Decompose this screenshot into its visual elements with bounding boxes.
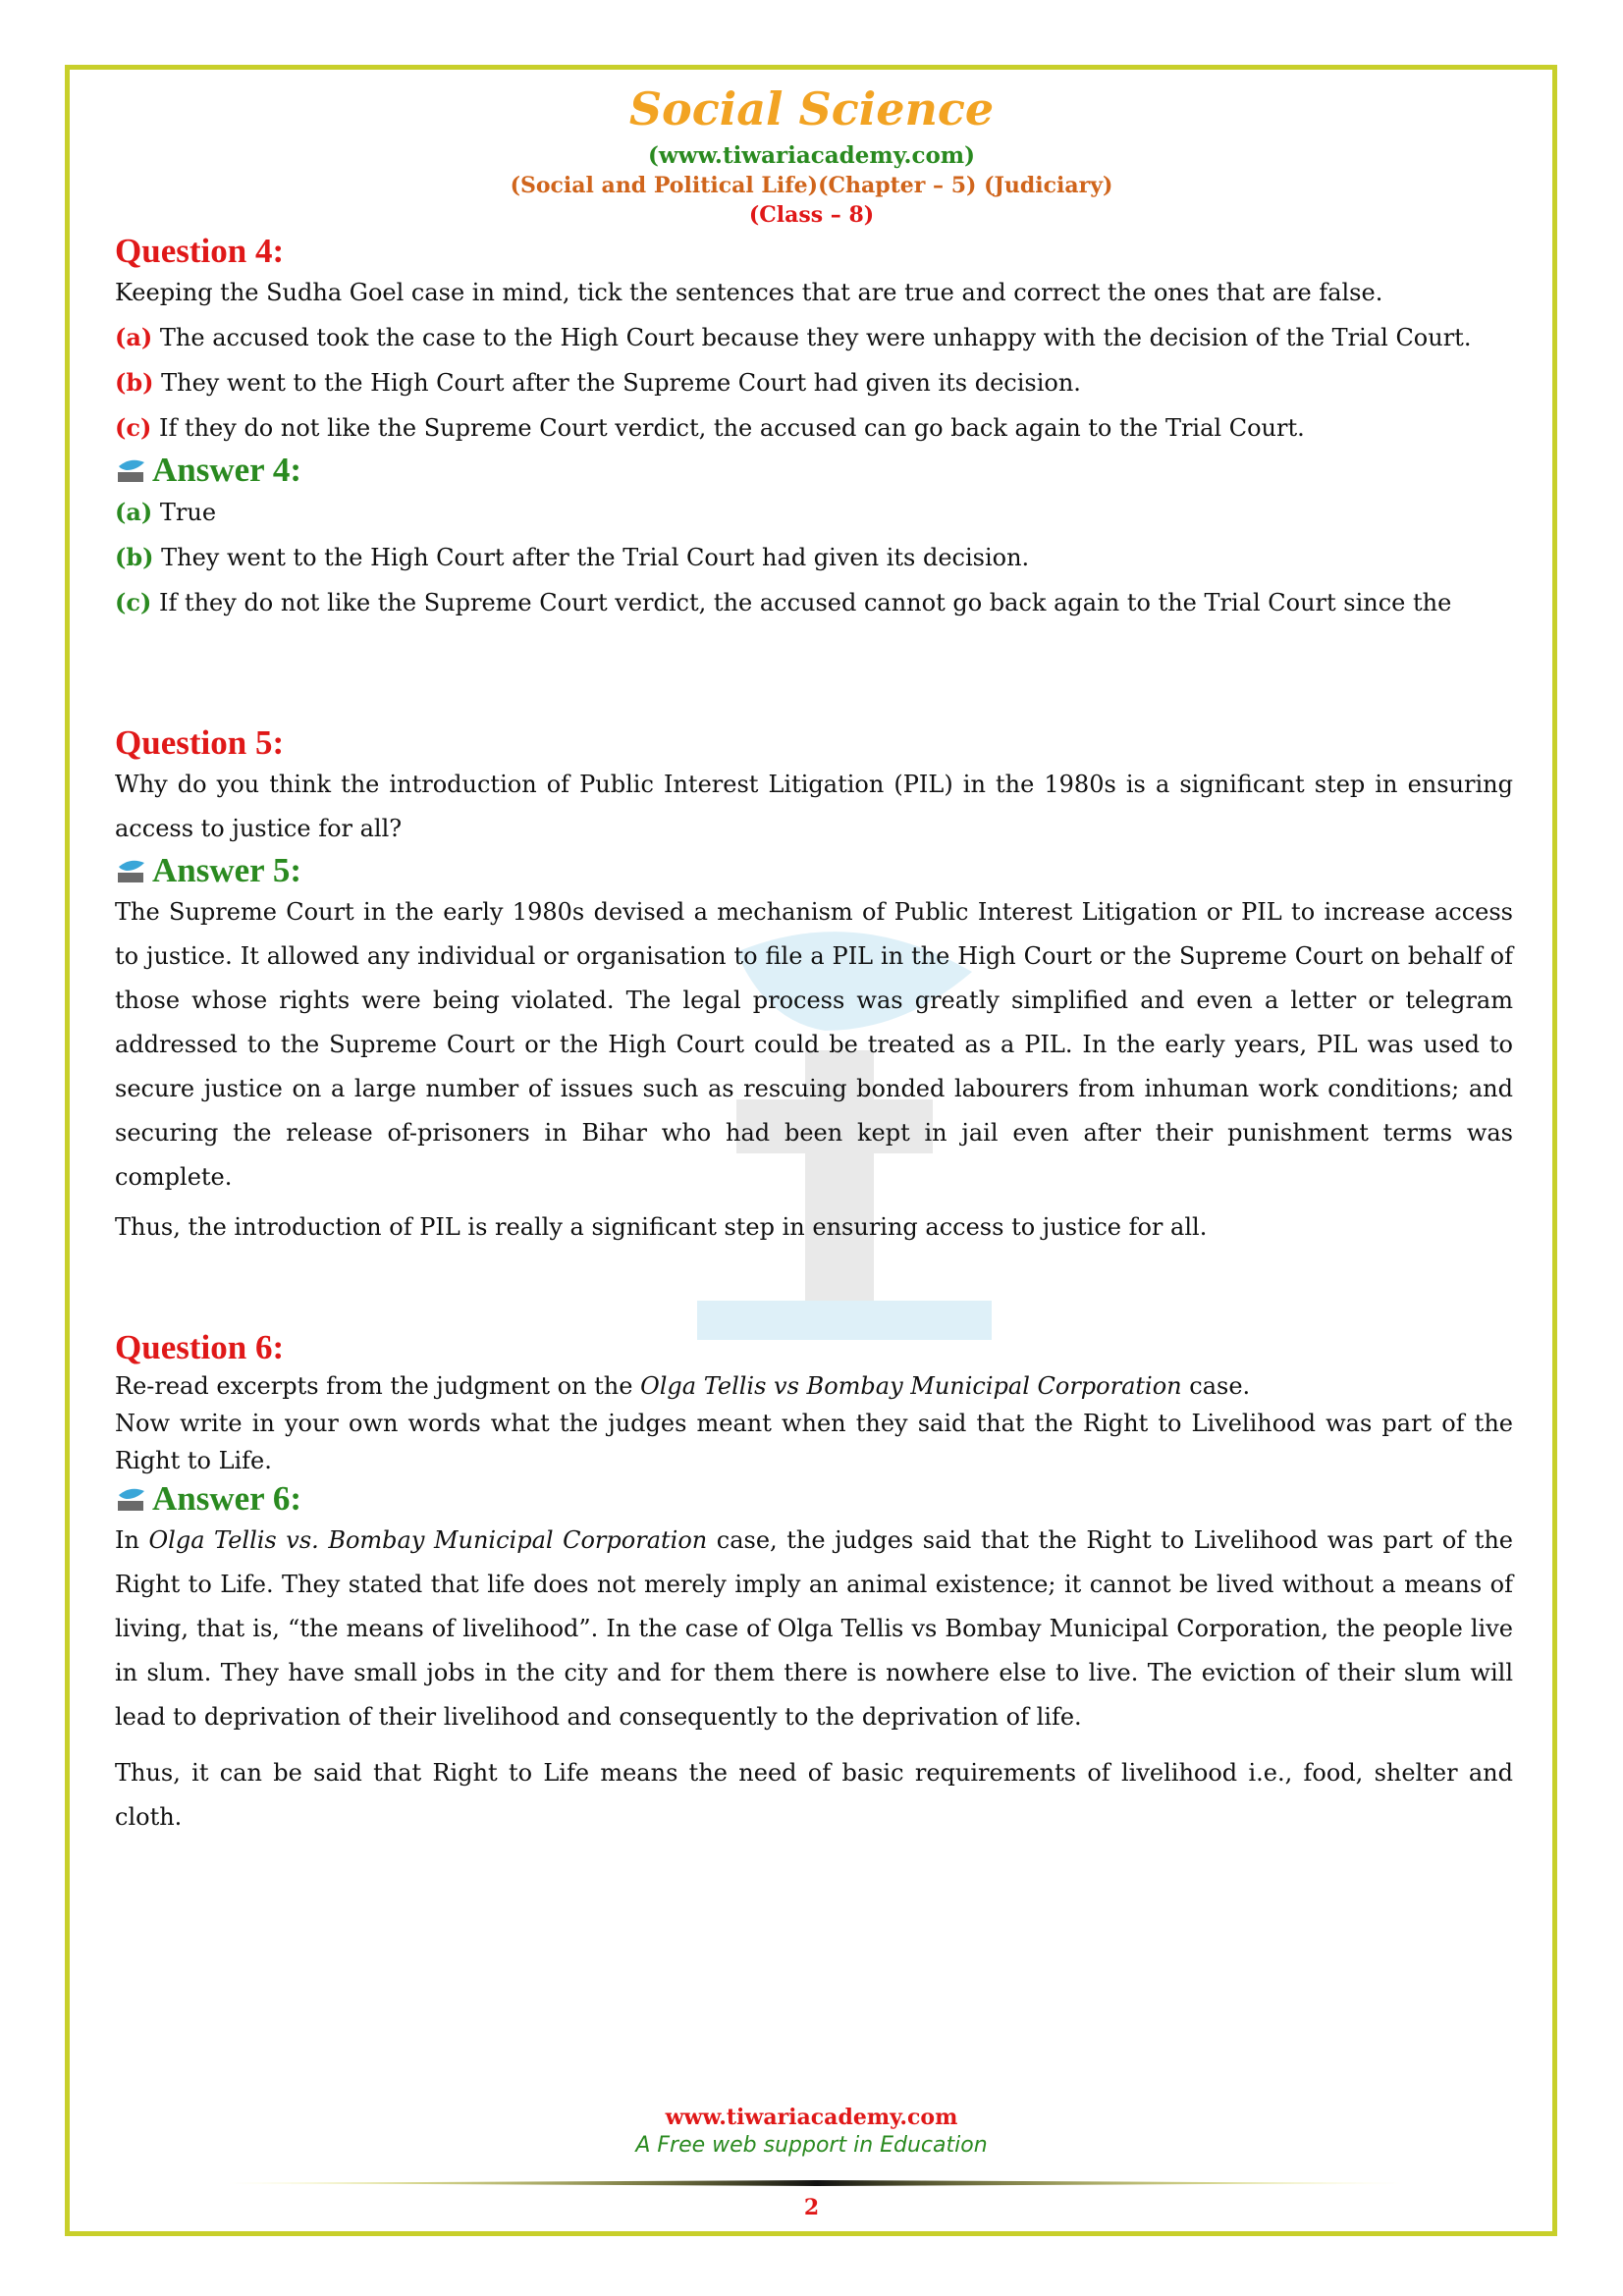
header-class: (Class – 8) (748, 202, 875, 228)
footer-tagline: A Free web support in Education (635, 2133, 988, 2158)
question-6-line-2: Now write in your own words what the judges meant when they said that the Right to Livelihood was part of the Right to Life. (115, 1410, 1513, 1474)
footer-site-link[interactable]: www.tiwariacademy.com (665, 2105, 958, 2130)
answer-4-heading: Answer 4: (115, 451, 1513, 490)
answer-4-item-c: (c) If they do not like the Supreme Court verdict, the accused cannot go back again to the Trial Court since the (115, 588, 1452, 616)
question-6-line-1: Re-read excerpts from the judgment on the Olga Tellis vs Bombay Municipal Corporation case. (115, 1372, 1251, 1400)
answer-4-item-b: (b) They went to the High Court after the Trial Court had given its decision. (115, 543, 1030, 571)
tiwari-logo-icon (115, 454, 146, 486)
page-number: 2 (803, 2195, 820, 2220)
tiwari-logo-icon (115, 1483, 146, 1515)
answer-5-paragraph-1: The Supreme Court in the early 1980s devised a mechanism of Public Interest Litigation or PIL to increase access to justice. It allowed any individual or organisation to file a PIL in the High Court or the Supreme Court on behalf of those whose rights were being violated. The legal process was greatly simplified and even a letter or telegram addressed to the Supreme Court or the High Court could be treated as a PIL. In the early years, PIL was used to secure justice on a large number of issues such as rescuing bonded labourers from inhuman work conditions; and securing the release of-prisoners in Bihar who had been kept in jail even after their punishment terms was complete. (115, 898, 1513, 1191)
header-chapter: (Social and Political Life)(Chapter – 5) (Judiciary) (510, 173, 1113, 198)
question-4-item-a: (a) The accused took the case to the High Court because they were unhappy with the decision of the Trial Court. (115, 323, 1472, 351)
answer-4-item-a: (a) True (115, 498, 217, 526)
question-4-text: Keeping the Sudha Goel case in mind, tick the sentences that are true and correct the ones that are false. (115, 279, 1383, 306)
page-title: Social Science (628, 82, 995, 135)
answer-6-heading: Answer 6: (115, 1479, 1513, 1519)
answer-6-paragraph-2: Thus, it can be said that Right to Life means the need of basic requirements of livelihood i.e., food, shelter and cloth. (115, 1759, 1513, 1831)
question-6-heading: Question 6: (115, 1328, 285, 1366)
question-5-heading: Question 5: (115, 723, 285, 762)
question-4-heading: Question 4: (115, 232, 285, 270)
tiwari-logo-icon (115, 855, 146, 886)
answer-6-paragraph-1: In Olga Tellis vs. Bombay Municipal Corporation case, the judges said that the Right to Livelihood was part of the Right to Life. They stated that life does not merely imply an animal existence; it cannot be lived without a means of living, that is, “the means of livelihood”. In the case of Olga Tellis vs Bombay Municipal Corporation, the people live in slum. They have small jobs in the city and for them there is nowhere else to live. The eviction of their slum will lead to deprivation of their livelihood and consequently to the deprivation of life. (115, 1526, 1514, 1731)
footer-divider (228, 2180, 1406, 2186)
answer-5-heading: Answer 5: (115, 851, 1513, 890)
header-site: (www.tiwariacademy.com) (647, 142, 976, 169)
question-5-text: Why do you think the introduction of Public Interest Litigation (PIL) in the 1980s is a significant step in ensuring access to justice for all? (115, 771, 1513, 842)
answer-5-paragraph-2: Thus, the introduction of PIL is really a significant step in ensuring access to justice for all. (115, 1213, 1208, 1241)
question-4-item-c: (c) If they do not like the Supreme Court verdict, the accused can go back again to the Trial Court. (115, 413, 1305, 442)
question-4-item-b: (b) They went to the High Court after the Supreme Court had given its decision. (115, 368, 1081, 397)
